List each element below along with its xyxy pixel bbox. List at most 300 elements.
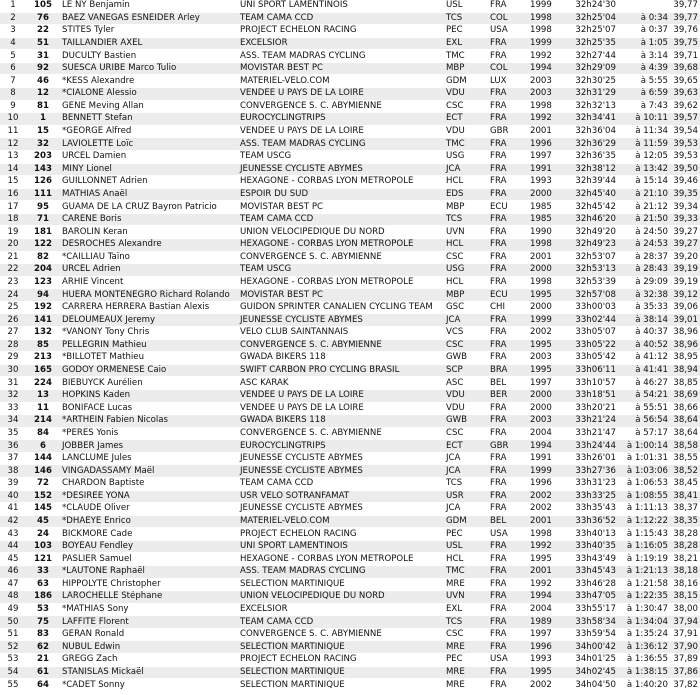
team-code-cell: VDU [444, 125, 488, 138]
time-cell: 33h05'22 [562, 339, 618, 352]
gap-cell: à 1:11:13 [618, 503, 670, 516]
nationality-cell: BEL [488, 515, 528, 528]
rank-cell: 50 [0, 616, 26, 629]
rank-cell: 21 [0, 251, 26, 264]
gap-cell: à 21:50 [618, 213, 670, 226]
table-row [0, 150, 700, 163]
birth-year-cell: 1985 [528, 213, 562, 226]
team-code-cell: JCA [444, 163, 488, 176]
rank-cell: 25 [0, 301, 26, 314]
bib-cell: 121 [26, 553, 60, 566]
rider-name-cell: BOYEAU Fendley [60, 540, 238, 553]
team-code-cell: JCA [444, 314, 488, 327]
team-code-cell: GWB [444, 352, 488, 365]
speed-cell: 39,53 [670, 150, 700, 163]
speed-cell: 38,18 [670, 566, 700, 579]
nationality-cell: FRA [488, 402, 528, 415]
birth-year-cell: 1993 [528, 176, 562, 189]
bib-cell: 144 [26, 452, 60, 465]
rank-cell: 41 [0, 503, 26, 516]
bib-cell: 203 [26, 150, 60, 163]
nationality-cell: FRA [488, 578, 528, 591]
nationality-cell: FRA [488, 188, 528, 201]
rank-cell: 11 [0, 125, 26, 138]
time-cell: 32h25'07 [562, 25, 618, 38]
time-cell: 33h21'47 [562, 427, 618, 440]
bib-cell: 46 [26, 75, 60, 88]
speed-cell: 39,27 [670, 238, 700, 251]
rider-name-cell: *DHAEYE Enrico [60, 515, 238, 528]
team-code-cell: GDM [444, 75, 488, 88]
table-row [0, 578, 700, 591]
rider-name-cell: MINY Lionel [60, 163, 238, 176]
rider-name-cell: DESROCHES Alexandre [60, 238, 238, 251]
time-cell: 34h02'45 [562, 666, 618, 679]
team-name-cell: CONVERGENCE S. C. ABYMIENNE [238, 339, 444, 352]
bib-cell: 33 [26, 566, 60, 579]
team-name-cell: ESPOIR DU SUD [238, 188, 444, 201]
table-row [0, 654, 700, 667]
team-name-cell: ASS. TEAM MADRAS CYCLING [238, 566, 444, 579]
team-name-cell: UNION VELOCIPEDIQUE DU NORD [238, 591, 444, 604]
time-cell: 33h05'07 [562, 327, 618, 340]
rider-name-cell: *DESIREE YONA [60, 490, 238, 503]
team-code-cell: MRE [444, 578, 488, 591]
team-code-cell: USG [444, 264, 488, 277]
rider-name-cell: *PERES Yonis [60, 427, 238, 440]
birth-year-cell: 1996 [528, 138, 562, 151]
birth-year-cell: 1997 [528, 628, 562, 641]
table-row [0, 553, 700, 566]
gap-cell: à 3:14 [618, 50, 670, 63]
time-cell: 33h35'43 [562, 503, 618, 516]
team-name-cell: JEUNESSE CYCLISTE ABYMES [238, 503, 444, 516]
rank-cell: 55 [0, 679, 26, 692]
speed-cell: 38,45 [670, 477, 700, 490]
team-name-cell: JEUNESSE CYCLISTE ABYMES [238, 465, 444, 478]
time-cell: 32h46'20 [562, 213, 618, 226]
time-cell: 33h24'44 [562, 440, 618, 453]
team-name-cell: EUROCYCLINGTRIPS [238, 113, 444, 126]
time-cell: 32h30'25 [562, 75, 618, 88]
speed-cell: 39,77 [670, 12, 700, 25]
rider-name-cell: LANCLUME Jules [60, 452, 238, 465]
birth-year-cell: 2002 [528, 327, 562, 340]
rank-cell: 3 [0, 25, 26, 38]
nationality-cell: FRA [488, 553, 528, 566]
rider-name-cell: BENNETT Stefan [60, 113, 238, 126]
team-code-cell: EXL [444, 603, 488, 616]
team-code-cell: PEC [444, 25, 488, 38]
table-row [0, 591, 700, 604]
speed-cell: 39,27 [670, 226, 700, 239]
rank-cell: 28 [0, 339, 26, 352]
table-row [0, 301, 700, 314]
rider-name-cell: LAVIOLETTE Loïc [60, 138, 238, 151]
team-name-cell: TEAM CAMA CCD [238, 12, 444, 25]
time-cell: 33h47'05 [562, 591, 618, 604]
birth-year-cell: 2000 [528, 301, 562, 314]
bib-cell: 224 [26, 377, 60, 390]
nationality-cell: FRA [488, 50, 528, 63]
gap-cell: à 54:21 [618, 389, 670, 402]
team-name-cell: GWADA BIKERS 118 [238, 352, 444, 365]
table-row [0, 37, 700, 50]
team-name-cell: HEXAGONE - CORBAS LYON METROPOLE [238, 176, 444, 189]
table-row [0, 352, 700, 365]
rider-name-cell: *ARTHEIN Fabien Nicolas [60, 415, 238, 428]
gap-cell: à 41:41 [618, 364, 670, 377]
rank-cell: 5 [0, 50, 26, 63]
bib-cell: 103 [26, 540, 60, 553]
time-cell: 33h40'13 [562, 528, 618, 541]
team-name-cell: TEAM USCG [238, 150, 444, 163]
speed-cell: 38,64 [670, 415, 700, 428]
time-cell: 33h55'17 [562, 603, 618, 616]
rider-name-cell: DUCULTY Bastien [60, 50, 238, 63]
time-cell: 32h36'35 [562, 150, 618, 163]
nationality-cell: FRA [488, 666, 528, 679]
nationality-cell: LUX [488, 75, 528, 88]
gap-cell: à 1:35:24 [618, 628, 670, 641]
gap-cell: à 41:12 [618, 352, 670, 365]
table-row [0, 666, 700, 679]
team-name-cell: CONVERGENCE S. C. ABYMIENNE [238, 251, 444, 264]
speed-cell: 38,94 [670, 364, 700, 377]
table-row [0, 465, 700, 478]
gap-cell: à 1:19:19 [618, 553, 670, 566]
nationality-cell: FRA [488, 452, 528, 465]
team-code-cell: HCL [444, 238, 488, 251]
rank-cell: 36 [0, 440, 26, 453]
rider-name-cell: BIEBUYCK Aurélien [60, 377, 238, 390]
gap-cell: à 4:39 [618, 62, 670, 75]
rider-name-cell: GODOY ORMENESE Caio [60, 364, 238, 377]
rider-name-cell: CHARDON Baptiste [60, 477, 238, 490]
birth-year-cell: 1995 [528, 289, 562, 302]
rider-name-cell: BONIFACE Lucas [60, 402, 238, 415]
rank-cell: 44 [0, 540, 26, 553]
team-code-cell: MRE [444, 679, 488, 692]
birth-year-cell: 1998 [528, 238, 562, 251]
team-name-cell: EXCELSIOR [238, 603, 444, 616]
table-row [0, 138, 700, 151]
rank-cell: 20 [0, 238, 26, 251]
time-cell: 32h57'08 [562, 289, 618, 302]
gap-cell: à 28:37 [618, 251, 670, 264]
speed-cell: 39,57 [670, 113, 700, 126]
speed-cell: 38,85 [670, 377, 700, 390]
table-row [0, 641, 700, 654]
bib-cell: 165 [26, 364, 60, 377]
rank-cell: 32 [0, 389, 26, 402]
team-name-cell: TEAM CAMA CCD [238, 477, 444, 490]
speed-cell: 38,41 [670, 490, 700, 503]
time-cell: 32h36'29 [562, 138, 618, 151]
team-code-cell: CSC [444, 100, 488, 113]
speed-cell: 39,19 [670, 276, 700, 289]
bib-cell: 13 [26, 389, 60, 402]
team-name-cell: SWIFT CARBON PRO CYCLING BRASIL [238, 364, 444, 377]
rider-name-cell: ARHIE Vincent [60, 276, 238, 289]
rank-cell: 34 [0, 415, 26, 428]
speed-cell: 39,77 [670, 0, 700, 12]
time-cell: 33h45'43 [562, 566, 618, 579]
nationality-cell: COL [488, 62, 528, 75]
birth-year-cell: 1996 [528, 477, 562, 490]
team-code-cell: TMC [444, 566, 488, 579]
rank-cell: 43 [0, 528, 26, 541]
nationality-cell: FRA [488, 352, 528, 365]
time-cell: 32h25'04 [562, 12, 618, 25]
speed-cell: 39,65 [670, 75, 700, 88]
rank-cell: 14 [0, 163, 26, 176]
gap-cell: à 35:33 [618, 301, 670, 314]
table-row [0, 213, 700, 226]
table-row [0, 616, 700, 629]
speed-cell: 37,91 [670, 628, 700, 641]
time-cell: 33h10'57 [562, 377, 618, 390]
time-cell: 33h59'54 [562, 628, 618, 641]
rider-name-cell: BAEZ VANEGAS ESNEIDER Arley [60, 12, 238, 25]
team-code-cell: USL [444, 540, 488, 553]
rank-cell: 40 [0, 490, 26, 503]
rank-cell: 1 [0, 0, 26, 12]
nationality-cell: FRA [488, 238, 528, 251]
table-row [0, 0, 700, 12]
nationality-cell: FRA [488, 314, 528, 327]
bib-cell: 132 [26, 327, 60, 340]
table-row [0, 289, 700, 302]
bib-cell: 141 [26, 314, 60, 327]
nationality-cell: FRA [488, 150, 528, 163]
team-name-cell: PROJECT ECHELON RACING [238, 528, 444, 541]
nationality-cell: FRA [488, 616, 528, 629]
table-row [0, 88, 700, 101]
rank-cell: 53 [0, 654, 26, 667]
team-name-cell: CONVERGENCE S. C. ABYMIENNE [238, 628, 444, 641]
team-code-cell: TCS [444, 213, 488, 226]
speed-cell: 39,54 [670, 125, 700, 138]
speed-cell: 39,75 [670, 37, 700, 50]
nationality-cell: FRA [488, 603, 528, 616]
birth-year-cell: 1997 [528, 377, 562, 390]
team-code-cell: PEC [444, 654, 488, 667]
team-name-cell: MOVISTAR BEST PC [238, 201, 444, 214]
nationality-cell: FRA [488, 415, 528, 428]
rider-name-cell: PASLIER Samuel [60, 553, 238, 566]
table-row [0, 50, 700, 63]
speed-cell: 38,95 [670, 352, 700, 365]
team-name-cell: ASS. TEAM MADRAS CYCLING [238, 50, 444, 63]
team-name-cell: MATERIEL-VELO.COM [238, 515, 444, 528]
team-code-cell: EDS [444, 188, 488, 201]
birth-year-cell: 2001 [528, 566, 562, 579]
time-cell: 33h36'52 [562, 515, 618, 528]
team-name-cell: EXCELSIOR [238, 37, 444, 50]
speed-cell: 39,68 [670, 62, 700, 75]
nationality-cell: FRA [488, 679, 528, 692]
gap-cell: à 1:12:22 [618, 515, 670, 528]
bib-cell: 92 [26, 62, 60, 75]
table-row [0, 528, 700, 541]
birth-year-cell: 2000 [528, 188, 562, 201]
time-cell: 32h45'40 [562, 188, 618, 201]
speed-cell: 38,15 [670, 591, 700, 604]
team-name-cell: HEXAGONE - CORBAS LYON METROPOLE [238, 553, 444, 566]
speed-cell: 39,62 [670, 100, 700, 113]
speed-cell: 38,52 [670, 465, 700, 478]
gap-cell: à 12:05 [618, 150, 670, 163]
bib-cell: 15 [26, 125, 60, 138]
gap-cell: à 40:52 [618, 339, 670, 352]
bib-cell: 82 [26, 251, 60, 264]
bib-cell: 105 [26, 0, 60, 12]
birth-year-cell: 1995 [528, 339, 562, 352]
team-code-cell: JCA [444, 465, 488, 478]
rank-cell: 38 [0, 465, 26, 478]
table-row [0, 62, 700, 75]
team-name-cell: CONVERGENCE S. C. ABYMIENNE [238, 427, 444, 440]
rider-name-cell: HOPKINS Kaden [60, 389, 238, 402]
birth-year-cell: 2002 [528, 490, 562, 503]
rank-cell: 27 [0, 327, 26, 340]
table-row [0, 679, 700, 692]
nationality-cell: FRA [488, 427, 528, 440]
birth-year-cell: 1995 [528, 666, 562, 679]
rank-cell: 15 [0, 176, 26, 189]
team-name-cell: TEAM USCG [238, 264, 444, 277]
rider-name-cell: NUBUL Edwin [60, 641, 238, 654]
team-name-cell: GUIDON SPRINTER CANALIEN CYCLING TEAM [238, 301, 444, 314]
rider-name-cell: GUAMA DE LA CRUZ Bayron Patricio [60, 201, 238, 214]
bib-cell: 21 [26, 654, 60, 667]
rider-name-cell: VINGADASSAMY Maël [60, 465, 238, 478]
gap-cell [618, 0, 670, 12]
speed-cell: 39,33 [670, 213, 700, 226]
speed-cell: 38,00 [670, 603, 700, 616]
gap-cell: à 1:21:13 [618, 566, 670, 579]
speed-cell: 37,94 [670, 616, 700, 629]
bib-cell: 31 [26, 50, 60, 63]
nationality-cell: ECU [488, 201, 528, 214]
speed-cell: 39,06 [670, 301, 700, 314]
time-cell: 34h01'25 [562, 654, 618, 667]
speed-cell: 39,20 [670, 251, 700, 264]
table-row [0, 402, 700, 415]
birth-year-cell: 2001 [528, 251, 562, 264]
rank-cell: 39 [0, 477, 26, 490]
rider-name-cell: GERAN Ronald [60, 628, 238, 641]
gap-cell: à 13:42 [618, 163, 670, 176]
speed-cell: 39,50 [670, 163, 700, 176]
gap-cell: à 32:38 [618, 289, 670, 302]
gap-cell: à 56:54 [618, 415, 670, 428]
speed-cell: 39,71 [670, 50, 700, 63]
rank-cell: 49 [0, 603, 26, 616]
gap-cell: à 24:50 [618, 226, 670, 239]
team-code-cell: GWB [444, 415, 488, 428]
speed-cell: 38,55 [670, 452, 700, 465]
time-cell: 32h39'44 [562, 176, 618, 189]
time-cell: 33h31'23 [562, 477, 618, 490]
nationality-cell: FRA [488, 641, 528, 654]
speed-cell: 38,96 [670, 339, 700, 352]
team-code-cell: TMC [444, 138, 488, 151]
birth-year-cell: 2000 [528, 389, 562, 402]
team-name-cell: JEUNESSE CYCLISTE ABYMES [238, 452, 444, 465]
nationality-cell: ECU [488, 289, 528, 302]
bib-cell: 143 [26, 163, 60, 176]
speed-cell: 39,63 [670, 88, 700, 101]
table-row [0, 163, 700, 176]
birth-year-cell: 1998 [528, 100, 562, 113]
rank-cell: 45 [0, 553, 26, 566]
birth-year-cell: 2000 [528, 264, 562, 277]
team-name-cell: JEUNESSE CYCLISTE ABYMES [238, 163, 444, 176]
birth-year-cell: 2003 [528, 88, 562, 101]
rank-cell: 48 [0, 591, 26, 604]
birth-year-cell: 1999 [528, 314, 562, 327]
nationality-cell: BRA [488, 364, 528, 377]
time-cell: 34h04'50 [562, 679, 618, 692]
time-cell: 32h27'44 [562, 50, 618, 63]
time-cell: 33h43'49 [562, 553, 618, 566]
bib-cell: 186 [26, 591, 60, 604]
gap-cell: à 0:34 [618, 12, 670, 25]
time-cell: 33h27'36 [562, 465, 618, 478]
gap-cell: à 24:53 [618, 238, 670, 251]
team-name-cell: UNION VELOCIPEDIQUE DU NORD [238, 226, 444, 239]
rider-name-cell: SUESCA URIBE Marco Tulio [60, 62, 238, 75]
team-code-cell: ECT [444, 440, 488, 453]
speed-cell: 39,76 [670, 25, 700, 38]
team-name-cell: PROJECT ECHELON RACING [238, 25, 444, 38]
gap-cell: à 1:36:55 [618, 654, 670, 667]
rank-cell: 12 [0, 138, 26, 151]
speed-cell: 38,96 [670, 327, 700, 340]
nationality-cell: FRA [488, 566, 528, 579]
nationality-cell: FRA [488, 251, 528, 264]
rider-name-cell: *CAILLIAU Taïno [60, 251, 238, 264]
team-name-cell: JEUNESSE CYCLISTE ABYMES [238, 314, 444, 327]
gap-cell: à 57:17 [618, 427, 670, 440]
rider-name-cell: LE NY Benjamin [60, 0, 238, 12]
table-row [0, 238, 700, 251]
birth-year-cell: 2001 [528, 515, 562, 528]
rank-cell: 26 [0, 314, 26, 327]
birth-year-cell: 1992 [528, 50, 562, 63]
rider-name-cell: URCEL Adrien [60, 264, 238, 277]
gap-cell: à 28:43 [618, 264, 670, 277]
rider-name-cell: DELOUMEAUX Jeremy [60, 314, 238, 327]
birth-year-cell: 1999 [528, 465, 562, 478]
nationality-cell: CHI [488, 301, 528, 314]
team-name-cell: VENDEE U PAYS DE LA LOIRE [238, 402, 444, 415]
table-row [0, 389, 700, 402]
rider-name-cell: STANISLAS Mickaël [60, 666, 238, 679]
team-code-cell: USL [444, 0, 488, 12]
time-cell: 33h33'25 [562, 490, 618, 503]
table-row [0, 477, 700, 490]
nationality-cell: USA [488, 654, 528, 667]
table-row [0, 628, 700, 641]
birth-year-cell: 1999 [528, 0, 562, 12]
time-cell: 32h34'41 [562, 113, 618, 126]
bib-cell: 122 [26, 238, 60, 251]
team-name-cell: USR VELO SOTRANFAMAT [238, 490, 444, 503]
table-row [0, 490, 700, 503]
